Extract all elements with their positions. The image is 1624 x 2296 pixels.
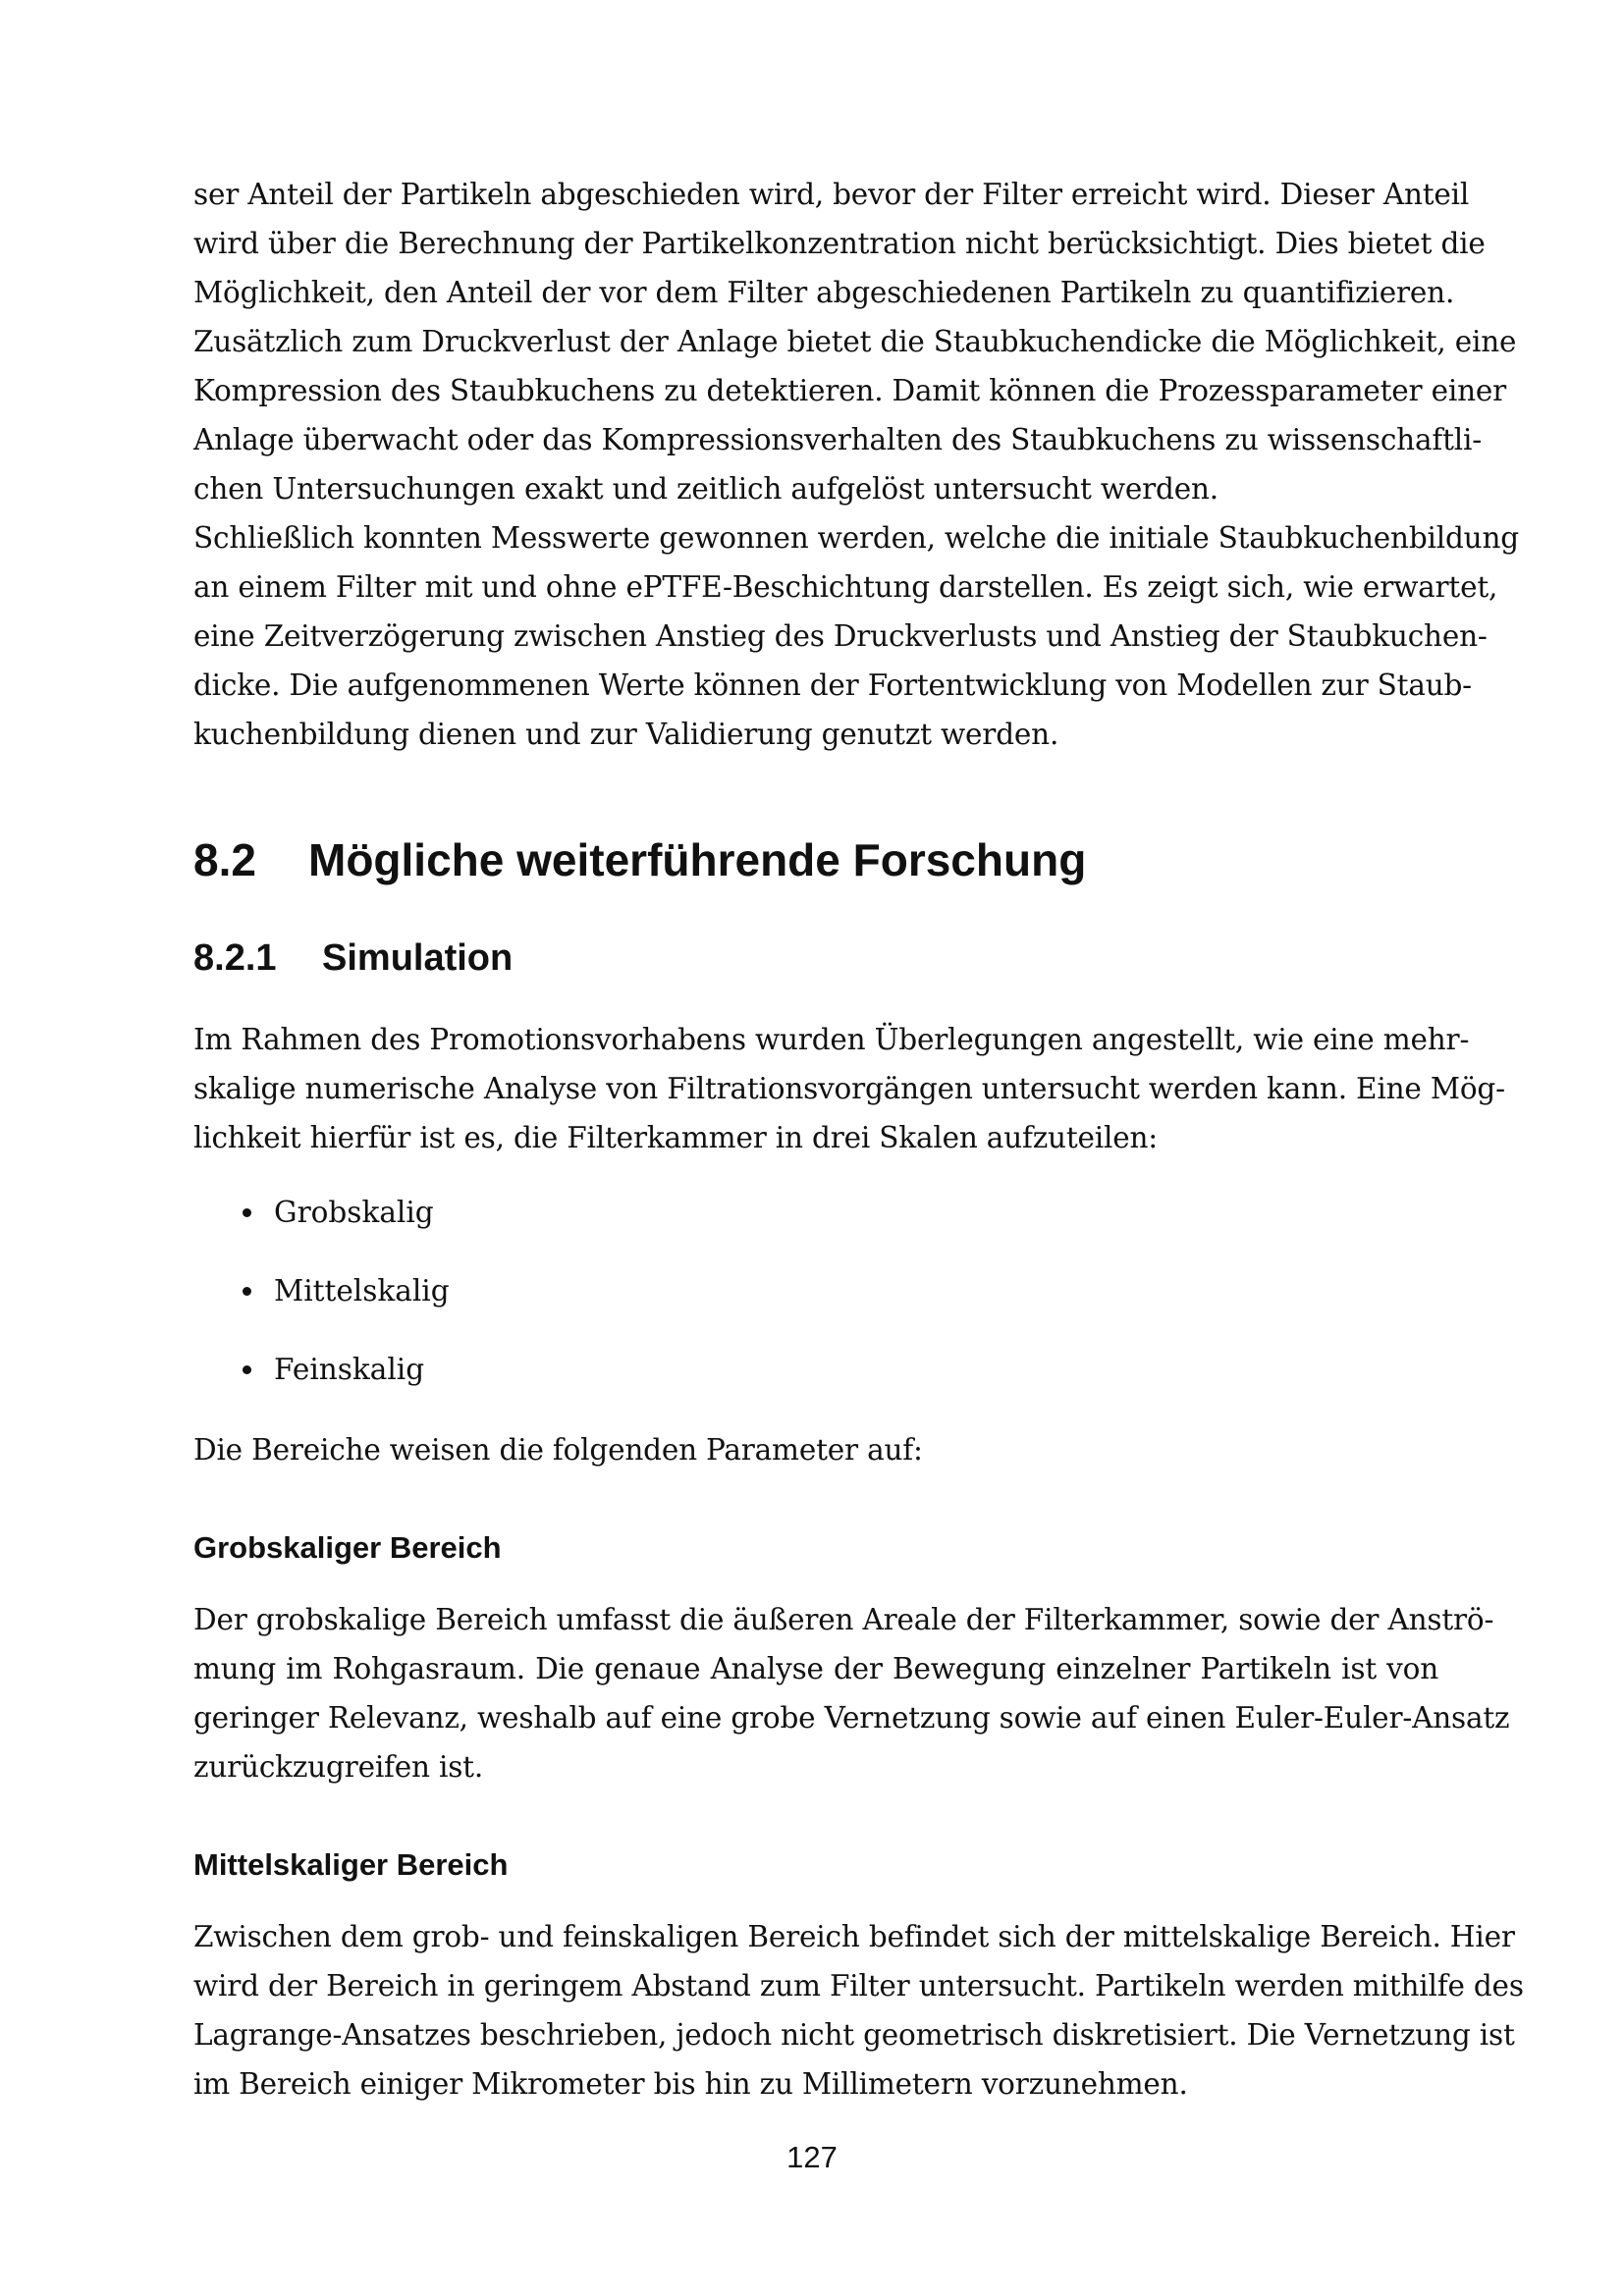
text-line: ser Anteil der Partikeln abgeschieden wird, bevor der Filter erreicht wird. Dieser Anteil [193, 178, 1470, 211]
text-line: Zusätzlich zum Druckverlust der Anlage bietet die Staubkuchendicke die Möglichkeit, eine [193, 325, 1517, 358]
section-title: Mögliche weiterführende Forschung [308, 834, 1087, 885]
text-line: im Bereich einiger Mikrometer bis hin zu Millimetern vorzunehmen. [193, 2067, 1188, 2101]
text-line: wird der Bereich in geringem Abstand zum Filter untersucht. Partikeln werden mithilfe des [193, 1969, 1524, 2002]
text-line: Der grobskalige Bereich umfasst die äußeren Areale der Filterkammer, sowie der Anströ- [193, 1603, 1494, 1636]
text-line: Kompression des Staubkuchens zu detektieren. Damit können die Prozessparameter einer [193, 374, 1507, 407]
text-line: skalige numerische Analyse von Filtrationsvorgängen untersucht werden kann. Eine Mög- [193, 1072, 1505, 1105]
paragraph-heading-mittel: Mittelskaliger Bereich [193, 1847, 509, 1882]
section-number: 8.2 [193, 834, 256, 885]
subsection-number: 8.2.1 [193, 937, 277, 979]
section-heading [193, 830, 1086, 889]
subsection-heading [193, 934, 513, 983]
paragraph-heading-grob: Grobskaliger Bereich [193, 1530, 502, 1565]
list-item-text: Mittelskalig [274, 1274, 450, 1308]
bullet-icon [243, 1287, 251, 1296]
text-line: Zwischen dem grob- und feinskaligen Bereich befindet sich der mittelskalige Bereich. Hier [193, 1920, 1515, 1953]
text-line: dicke. Die aufgenommenen Werte können der Fortentwicklung von Modellen zur Staub- [193, 668, 1472, 702]
text-line: Schließlich konnten Messwerte gewonnen werden, welche die initiale Staubkuchenbildung [193, 521, 1519, 555]
list-item-text: Feinskalig [274, 1353, 425, 1386]
text-line: lichkeit hierfür ist es, die Filterkammer in drei Skalen aufzuteilen: [193, 1121, 1159, 1154]
text-line: mung im Rohgasraum. Die genaue Analyse der Bewegung einzelner Partikeln ist von [193, 1652, 1438, 1685]
text-line: geringer Relevanz, weshalb auf eine grobe Vernetzung sowie auf einen Euler-Euler-Ansatz [193, 1701, 1510, 1735]
bullet-icon [243, 1208, 251, 1217]
text-line: kuchenbildung dienen und zur Validierung genutzt werden. [193, 718, 1059, 751]
text-line: Anlage überwacht oder das Kompressionsverhalten des Staubkuchens zu wissenschaftli- [193, 423, 1482, 456]
paragraph-parameters: Die Bereiche weisen die folgenden Parameter auf: [193, 1433, 923, 1467]
text-line: an einem Filter mit und ohne ePTFE-Beschichtung darstellen. Es zeigt sich, wie erwartet, [193, 570, 1498, 604]
text-line: wird über die Berechnung der Partikelkonzentration nicht berücksichtigt. Dies bietet die [193, 227, 1486, 260]
text-line: Möglichkeit, den Anteil der vor dem Filter abgeschiedenen Partikeln zu quantifizieren. [193, 276, 1455, 309]
text-line: Im Rahmen des Promotionsvorhabens wurden Überlegungen angestellt, wie eine mehr- [193, 1023, 1470, 1056]
list-item-text: Grobskalig [274, 1196, 434, 1229]
subsection-title: Simulation [322, 937, 514, 979]
page-number: 127 [786, 2140, 838, 2174]
text-line: Lagrange-Ansatzes beschrieben, jedoch nicht geometrisch diskretisiert. Die Vernetzung ist [193, 2018, 1515, 2052]
bullet-icon [243, 1365, 251, 1374]
text-line: chen Untersuchungen exakt und zeitlich aufgelöst untersucht werden. [193, 472, 1218, 506]
text-line: eine Zeitverzögerung zwischen Anstieg des Druckverlusts und Anstieg der Staubkuchen- [193, 619, 1488, 653]
text-line: zurückzugreifen ist. [193, 1750, 484, 1784]
